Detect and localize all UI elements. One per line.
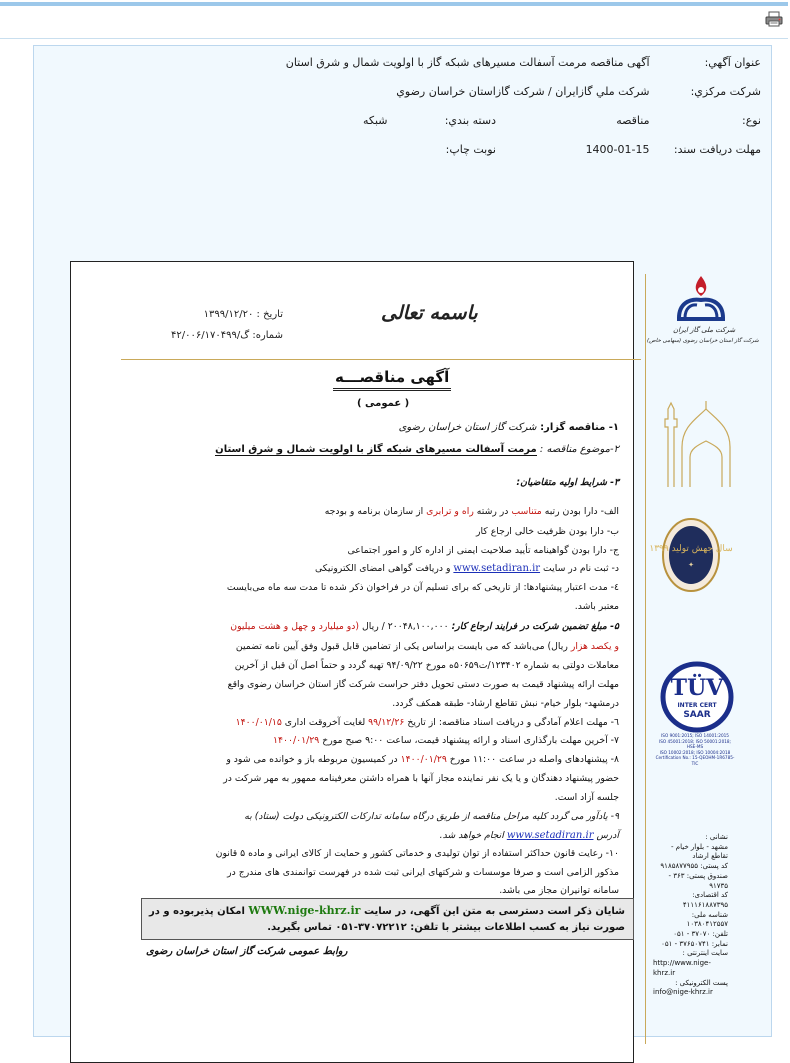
printer-icon[interactable] xyxy=(765,11,783,27)
contact-line: نشانی : xyxy=(705,833,728,841)
note-text: شایان ذکر است دسترسی به متن این آگهی، در سایت xyxy=(363,906,625,917)
deadline-row xyxy=(406,143,761,156)
title-row xyxy=(286,56,761,69)
tuv-cert-1: ISO 9001:2015; ISO 14001:2015 xyxy=(661,733,729,738)
item-7-red: ۱۴۰۰/۰۱/۲۹ xyxy=(273,735,320,746)
item-5-line4: مهلت ارائه پیشنهاد قیمت به صورت دستی تحویل دفتر حراست شرکت گاز استان خراسان رضوی واقع xyxy=(227,679,619,690)
item-5-line5: درمشهد- بلوار خیام- نبش تقاطع ارشاد- طبقه همکف گردد. xyxy=(392,698,619,709)
notice-document xyxy=(70,261,759,1063)
tuv-cert-3: ISO 10002:2018; ISO 10004:2018 xyxy=(659,749,731,755)
item-1 xyxy=(99,421,619,434)
cond-d-text: و دریافت گواهی امضای الکترونیکی xyxy=(315,563,451,574)
item-8-text: ۸- پیشنهادهای واصله در ساعت ۱۱:۰۰ مورخ xyxy=(449,754,619,765)
contact-line: http://www.nige-khrz.ir xyxy=(653,959,711,977)
item-6-red: ۹۹/۱۲/۲۶ xyxy=(368,717,405,728)
cond-a-text: از سازمان برنامه و بودجه xyxy=(324,506,424,517)
nige-khrz-link[interactable]: WWW.nige-khrz.ir xyxy=(248,904,361,917)
notice-title: آگهی مناقصـــه xyxy=(333,368,451,391)
divider-vertical xyxy=(645,274,646,1044)
item-5-line3: معاملات دولتی به شماره ۱۲۳۴۰۲/ت۵۰۶۵۹ه مورخ ۹۴/۰۹/۲۲ تهیه گردد و حتماً اصل آن قبل از آخرین xyxy=(234,660,619,671)
contact-line: شناسه ملی: ۱۰۳۸۰۴۱۲۵۵۷ xyxy=(686,910,728,929)
item-8-text: در کمیسیون مربوطه باز و خوانده می شود و xyxy=(226,754,398,765)
company-value: شرکت ملي گازايران / شرکت گازاستان خراسان رضوي xyxy=(396,85,650,98)
item-10-line1: ۱۰- رعایت قانون حداکثر استفاده از توان تولیدی و خدماتی کشور و حمایت از کالای ایرانی و ماده ۵ قانون xyxy=(215,848,619,859)
tuv-cert-4: Certification No.: 15-QEOHM-1R6785-TIC xyxy=(655,755,735,766)
item-10-line2: مذکور الزامی است و صرفا موسسات و شرکتهای ایرانی ثبت شده در فهرست توانمندی های مندرج در xyxy=(227,867,619,878)
item-6-text: لغایت آخروقت اداری xyxy=(284,717,366,728)
contact-line: صندوق پستی: ۳۶۳ - ۹۱۷۳۵ xyxy=(668,871,728,890)
svg-text:✦: ✦ xyxy=(688,561,694,569)
item-3: ۳- شرایط اولیه متقاضیان: xyxy=(516,477,619,488)
title-value: آگهی مناقصه مرمت آسفالت مسیرهای شبکه گاز با اولویت شمال و شرق استان xyxy=(285,56,650,69)
item-2-label: ۲-موضوع مناقصه : xyxy=(539,444,619,455)
contact-block xyxy=(653,833,728,998)
contact-line: کد اقتصادی: ۴۱۱۱۶۱۸۸۷۳۹۵ xyxy=(682,891,728,909)
cond-a-red: راه و ترابری xyxy=(426,506,474,517)
item-6-red: ۱۴۰۰/۰۱/۱۵ xyxy=(235,717,282,728)
note-box xyxy=(141,898,634,940)
item-9-line1: ۹- یادآور می گردد کلیه مراحل مناقصه از طریق درگاه سامانه تدارکات الکترونیکی دولت (ستاد) به xyxy=(244,811,619,822)
tuv-certifications xyxy=(655,733,735,767)
item-2-value: مرمت آسفالت مسیرهای شبکه گاز با اولویت شمال و شرق استان xyxy=(215,444,537,455)
type-value: مناقصه xyxy=(616,114,650,127)
emblem-text: سال جهش تولید ۱۳۹۹ xyxy=(649,544,733,554)
cond-d xyxy=(99,562,619,575)
item-5-red: (دو میلیارد و چهل و هشت میلیون xyxy=(230,621,360,632)
print-turn-label: نوبت چاپ: xyxy=(445,143,496,156)
item-4-line1: ٤- مدت اعتبار پیشنهادها: از تاریخی که برای تسلیم آن در فراخوان ذکر شده تا مدت سه ماه می‌بایست xyxy=(226,582,619,593)
item-10-line3: سامانه توانیران مجاز می باشد. xyxy=(499,885,619,896)
deadline-value: 1400-01-15 xyxy=(585,143,650,156)
item-6-text: ٦- مهلت اعلام آمادگی و دریافت اسناد مناقصه: از تاریخ xyxy=(407,717,619,728)
contact-line: نمابر: ۳۷۶۵۰۷۴۱ - ۰۵۱ xyxy=(661,939,728,948)
cond-c: ج- دارا بودن گواهینامه تأیید صلاحیت ایمنی از اداره کار و امور اجتماعی xyxy=(347,545,619,556)
item-8-line1 xyxy=(99,753,619,766)
setadiran-link[interactable]: www.setadiran.ir xyxy=(506,830,594,841)
logo-company-line2: شرکت گاز استان خراسان رضوی (سهامی خاص) xyxy=(647,338,759,344)
tuv-cert-2: ISO 45001:2018; ISO 50001:2018; HSE-MS xyxy=(659,738,731,750)
cond-b: ب- دارا بودن ظرفیت خالی ارجاع کار xyxy=(475,526,619,537)
contact-line: پست الکترونیکی : xyxy=(675,978,728,987)
item-6 xyxy=(99,716,619,729)
cond-a-text: الف- دارا بودن رتبه xyxy=(544,506,619,517)
item-5-line2 xyxy=(99,640,619,653)
tuv-main-text: TÜV xyxy=(670,675,724,701)
item-4-line2: معتبر باشد. xyxy=(574,601,619,612)
type-row xyxy=(363,114,761,127)
item-5-red2: و یکصد هزار xyxy=(570,641,619,652)
cond-a xyxy=(99,505,619,518)
bismillah-heading: باسمه تعالی xyxy=(381,302,478,324)
contact-line: کد پستی: ۹۱۸۵۸۷۷۹۵۵ xyxy=(660,862,728,871)
contact-line: تلفن: ۳۷۰۷۰ - ۰۵۱ xyxy=(673,930,728,939)
item-5-text: ریال xyxy=(362,621,379,632)
deadline-label: مهلت دريافت سند: xyxy=(673,143,761,156)
item-1-label: ۱- مناقصه گزار: xyxy=(540,422,619,433)
category-label: دسته بندي: xyxy=(444,114,496,127)
logo-company-line1: شرکت ملی گاز ایران xyxy=(673,326,736,334)
item-7 xyxy=(99,734,619,747)
item-7-text: ۷- آخرین مهلت بارگذاری اسناد و ارائه پیشنهاد قیمت، ساعت ۹:۰۰ صبح مورخ xyxy=(322,735,619,746)
category-value: شبکه xyxy=(362,114,388,127)
item-2 xyxy=(99,443,619,456)
item-9-text: انجام خواهد شد. xyxy=(439,830,504,841)
item-1-value: شرکت گاز استان خراسان رضوی xyxy=(398,422,537,433)
signature: روابط عمومی شرکت گاز استان خراسان رضوی xyxy=(146,946,348,957)
cond-a-text: در رشته xyxy=(476,506,509,517)
cond-a-red: متناسب xyxy=(511,506,542,517)
flame-logo-icon xyxy=(671,274,731,324)
title-label: عنوان آگهي: xyxy=(704,56,761,69)
company-label: شرکت مرکزي: xyxy=(690,85,761,98)
tuv-logo-icon xyxy=(661,662,733,732)
number-line: شماره: گ/۴۲/۰۰۶/۱۷۰۴۹۹ xyxy=(171,330,283,341)
notice-subtitle: ( عمومی ) xyxy=(357,398,410,409)
tuv-line1-text: INTER CERT xyxy=(677,702,717,709)
item-8-line3: جلسه آزاد است. xyxy=(554,792,619,803)
item-5-label: ۵- مبلغ تضمین شرکت در فرایند ارجاع کار: xyxy=(451,621,619,632)
contact-line: مشهد - بلوار خیام - تقاطع ارشاد xyxy=(671,842,728,861)
note-text: امکان پذیربوده و در xyxy=(149,906,245,917)
jahesh-emblem-icon xyxy=(649,517,733,593)
item-8-line2: حضور پیشنهاد دهندگان و یا یک نفر نماینده مجاز آنها با همراه داشتن معرفینامه ممهور به مهر شرکت در xyxy=(223,773,619,784)
top-toolbar xyxy=(0,0,788,39)
item-9-line2 xyxy=(99,829,619,842)
divider-horizontal xyxy=(121,359,641,360)
note-line2: صورت نیاز به کسب اطلاعات بیشتر با تلفن: ۳۷۰۷۲۲۱۲-۰۵۱ تماس بگیرید. xyxy=(267,922,625,933)
setadiran-link[interactable]: www.setadiran.ir xyxy=(453,563,541,574)
mosque-sketch-icon xyxy=(656,397,736,487)
cond-d-text: د- ثبت نام در سایت xyxy=(543,563,619,574)
item-5-line1 xyxy=(99,620,619,633)
tuv-line2-text: SAAR xyxy=(683,710,711,720)
accent-stripe xyxy=(0,2,788,6)
note-line1 xyxy=(149,904,625,917)
type-label: نوع: xyxy=(741,114,761,127)
contact-line: info@nige-khrz.ir xyxy=(653,988,713,997)
company-row xyxy=(396,85,761,98)
date-line: تاریخ : ۱۳۹۹/۱۲/۲۰ xyxy=(203,309,283,320)
contact-line: سایت اینترنتی : xyxy=(682,949,728,958)
reference-block xyxy=(171,304,283,346)
item-5-text: ریال) می‌باشد که می بایست براساس یکی از تضامین قابل قبول وفق آیین نامه تضمین xyxy=(235,641,568,652)
item-8-red: ۱۴۰۰/۰۱/۲۹ xyxy=(400,754,447,765)
notice-panel xyxy=(33,45,772,1037)
item-9-text: آدرس xyxy=(596,830,619,841)
item-5-amount: ۲۰۰۴۸,۱۰۰,۰۰۰ / xyxy=(381,621,449,632)
